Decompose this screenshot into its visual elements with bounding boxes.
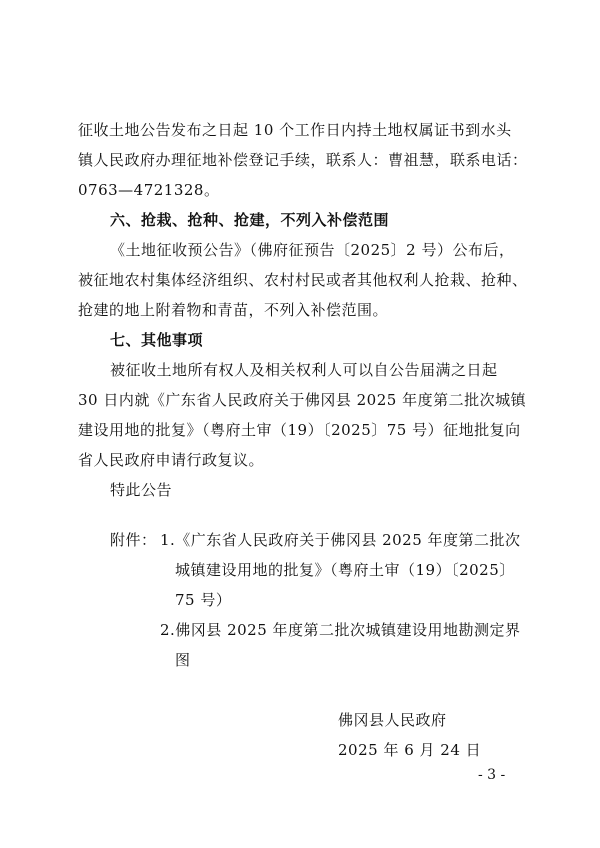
body-line: 抢建的地上附着物和青苗，不列入补偿范围。: [78, 301, 389, 319]
issuer-name: 佛冈县人民政府: [338, 711, 447, 729]
issue-date: 2025 年 6 月 24 日: [338, 741, 482, 759]
attachment-item: 1.《广东省人民政府关于佛冈县 2025 年度第二批次: [160, 531, 521, 549]
section-heading: 七、其他事项: [110, 331, 204, 349]
body-line: 30 日内就《广东省人民政府关于佛冈县 2025 年度第二批次城镇: [78, 391, 527, 409]
body-line: 被征地农村集体经济组织、农村村民或者其他权利人抢栽、抢种、: [78, 271, 528, 289]
attachment-item: 图: [175, 651, 191, 669]
body-line: 省人民政府申请行政复议。: [78, 451, 265, 469]
body-line: 0763—4721328。: [78, 181, 220, 199]
attachment-item: 2.佛冈县 2025 年度第二批次城镇建设用地勘测定界: [160, 621, 521, 639]
section-heading: 六、抢栽、抢种、抢建，不列入补偿范围: [110, 211, 390, 229]
attachment-item: 城镇建设用地的批复》（粤府土审（19）〔2025〕: [175, 561, 515, 579]
attachment-label: 附件：: [110, 531, 157, 549]
body-line: 镇人民政府办理征地补偿登记手续，联系人：曹祖慧，联系电话：: [78, 151, 528, 169]
body-line: 建设用地的批复》（粤府土审（19）〔2025〕75 号）征地批复向: [78, 421, 521, 439]
body-line: 《土地征收预公告》（佛府征预告〔2025〕2 号）公布后，: [110, 241, 515, 259]
closing-text: 特此公告: [110, 481, 173, 499]
attachment-item: 75 号）: [175, 591, 232, 609]
body-line: 征收土地公告发布之日起 10 个工作日内持土地权属证书到水头: [78, 121, 512, 139]
body-line: 被征收土地所有权人及相关权利人可以自公告届满之日起: [110, 361, 498, 379]
page-number: - 3 -: [478, 767, 506, 783]
